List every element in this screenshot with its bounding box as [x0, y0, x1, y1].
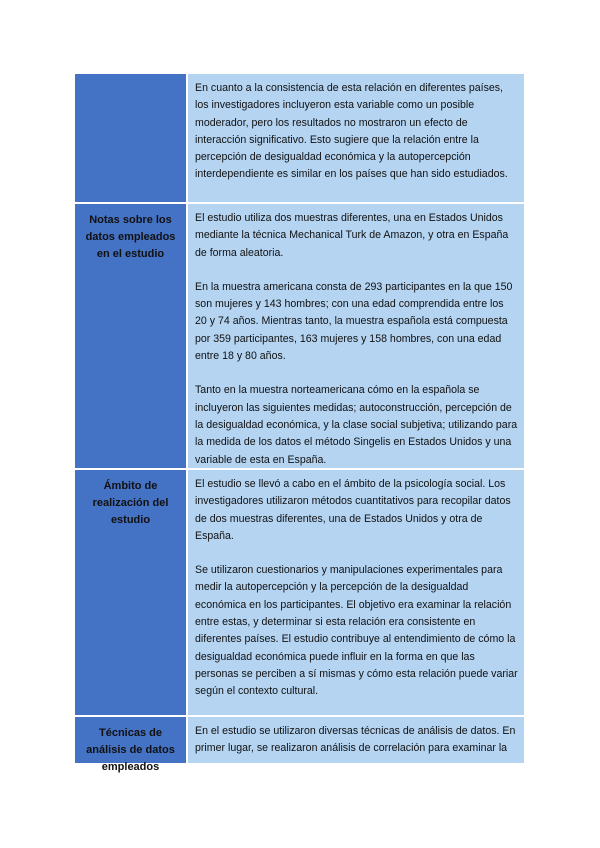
paragraph: El estudio utiliza dos muestras diferentes, una en Estados Unidos mediante la técnica Mechanical Turk de Amazon, y otra en España de forma aleatoria.: [195, 212, 509, 259]
row-label-data-notes: Notas sobre los datos empleados en el estudio: [74, 203, 187, 469]
paragraph: En cuanto a la consistencia de esta relación en diferentes países, los investigadores incluyeron esta variable como un posible moderador, pero los resultados no mostraron un efecto de interacción significativo. Esto sugiere que la relación entre la percepción de desigualdad económica y la autopercepción interdependiente es similar en los países que han sido estudiados.: [195, 82, 508, 181]
row-content-data-notes: [187, 203, 525, 469]
paragraph: En el estudio se utilizaron diversas técnicas de análisis de datos. En primer lugar, se realizaron análisis de correlación para examinar la: [195, 725, 516, 755]
paragraph: Tanto en la muestra norteamericana cómo en la española se incluyeron las siguientes medidas; autoconstrucción, percepción de la desigualdad económica, y la clase social subjetiva; utilizando para la medida de los datos el método Singelis en Estados Unidos y una variable de esta en España.: [195, 384, 518, 466]
row-content-consistency: [187, 73, 525, 203]
row-label-analysis-techniques: Técnicas de análisis de datos empleados: [74, 716, 187, 764]
paragraph: El estudio se llevó a cabo en el ámbito de la psicología social. Los investigadores utilizaron métodos cuantitativos para recopilar datos de dos muestras diferentes, una de Estados Unidos y otra de España.: [195, 478, 511, 542]
row-content-analysis-techniques: [187, 716, 525, 764]
row-content-scope: [187, 469, 525, 716]
row-label-scope: Ámbito de realización del estudio: [74, 469, 187, 716]
paragraph: En la muestra americana consta de 293 participantes en la que 150 son mujeres y 143 hombres; con una edad comprendida entre los 20 y 74 años. Mientras tanto, la muestra española está compuesta por 359 participantes, 163 mujeres y 158 hombres, con una edad entre 18 y 80 años.: [195, 280, 513, 363]
study-summary-table: [74, 73, 525, 773]
row-label-empty: [74, 73, 187, 203]
paragraph: Se utilizaron cuestionarios y manipulaciones experimentales para medir la autopercepción y la percepción de la desigualdad económica en los participantes. El objetivo era examinar la relación entre estas, y determinar si esta relación era consistente en diferentes países. El estudio contribuye al entendimiento de cómo la desigualdad económica puede influir en la forma en que las personas se perciben a sí mismas y cómo esta relación puede variar según el contexto cultural.: [195, 564, 518, 698]
